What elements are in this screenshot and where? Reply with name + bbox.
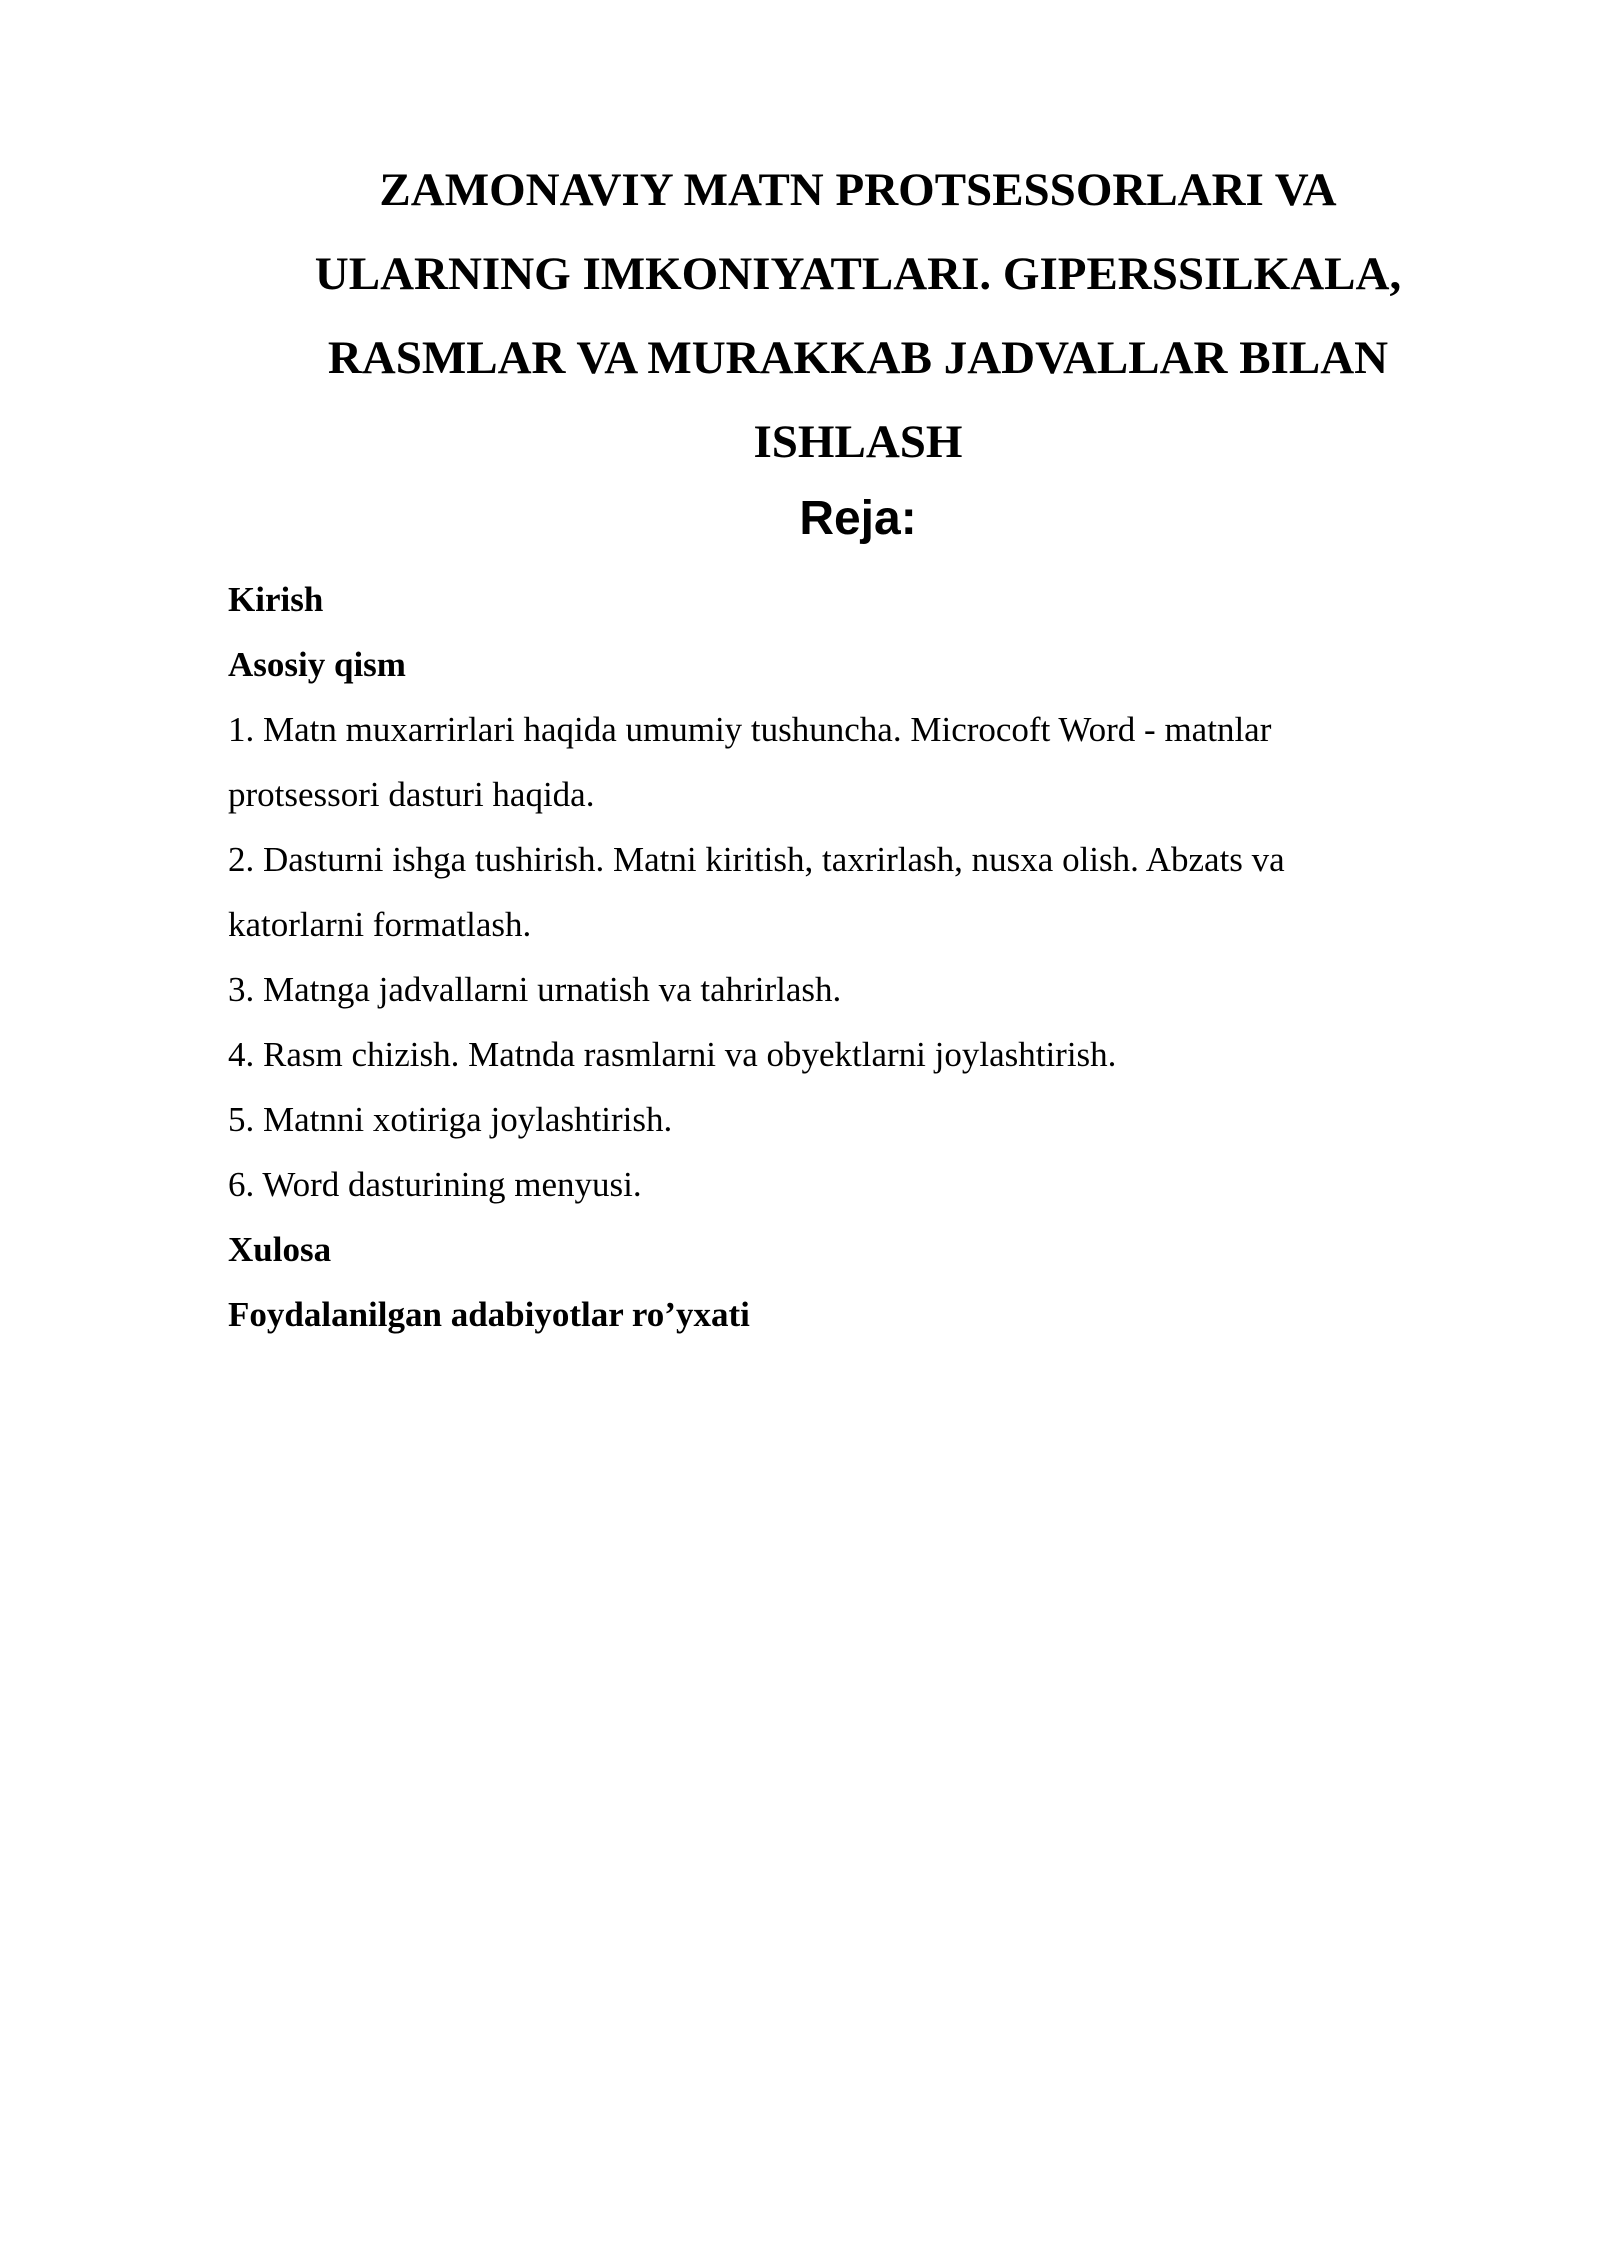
plan-item-line: 6. Word dasturining menyusi.: [228, 1165, 642, 1204]
plan-item-line: protsessori dasturi haqida.: [228, 775, 595, 814]
plan-heading: Reja:: [799, 492, 917, 545]
plan-item-line: 4. Rasm chizish. Matnda rasmlarni va obyektlarni joylashtirish.: [228, 1035, 1117, 1074]
title-line: RASMLAR VA MURAKKAB JADVALLAR BILAN: [327, 332, 1389, 384]
section-conclusion: Xulosa: [228, 1230, 332, 1269]
section-references: Foydalanilgan adabiyotlar ro’yxati: [228, 1295, 750, 1334]
plan-item-line: katorlarni formatlash.: [228, 905, 532, 944]
document-title: [228, 148, 1488, 484]
title-line: ULARNING IMKONIYATLARI. GIPERSSILKALA,: [314, 248, 1402, 300]
plan-item-line: 5. Matnni xotiriga joylashtirish.: [228, 1100, 673, 1139]
section-main-part: Asosiy qism: [228, 645, 406, 684]
plan-list: [228, 567, 1428, 1347]
plan-item-line: 2. Dasturni ishga tushirish. Matni kiritish, taxrirlash, nusxa olish. Abzats va: [228, 840, 1285, 879]
section-intro: Kirish: [228, 580, 324, 619]
title-line: ZAMONAVIY MATN PROTSESSORLARI VA: [379, 164, 1337, 216]
title-line: ISHLASH: [753, 416, 963, 468]
plan-item-line: 3. Matnga jadvallarni urnatish va tahrirlash.: [228, 970, 842, 1009]
plan-item-line: 1. Matn muxarrirlari haqida umumiy tushuncha. Microcoft Word - matnlar: [228, 710, 1272, 749]
